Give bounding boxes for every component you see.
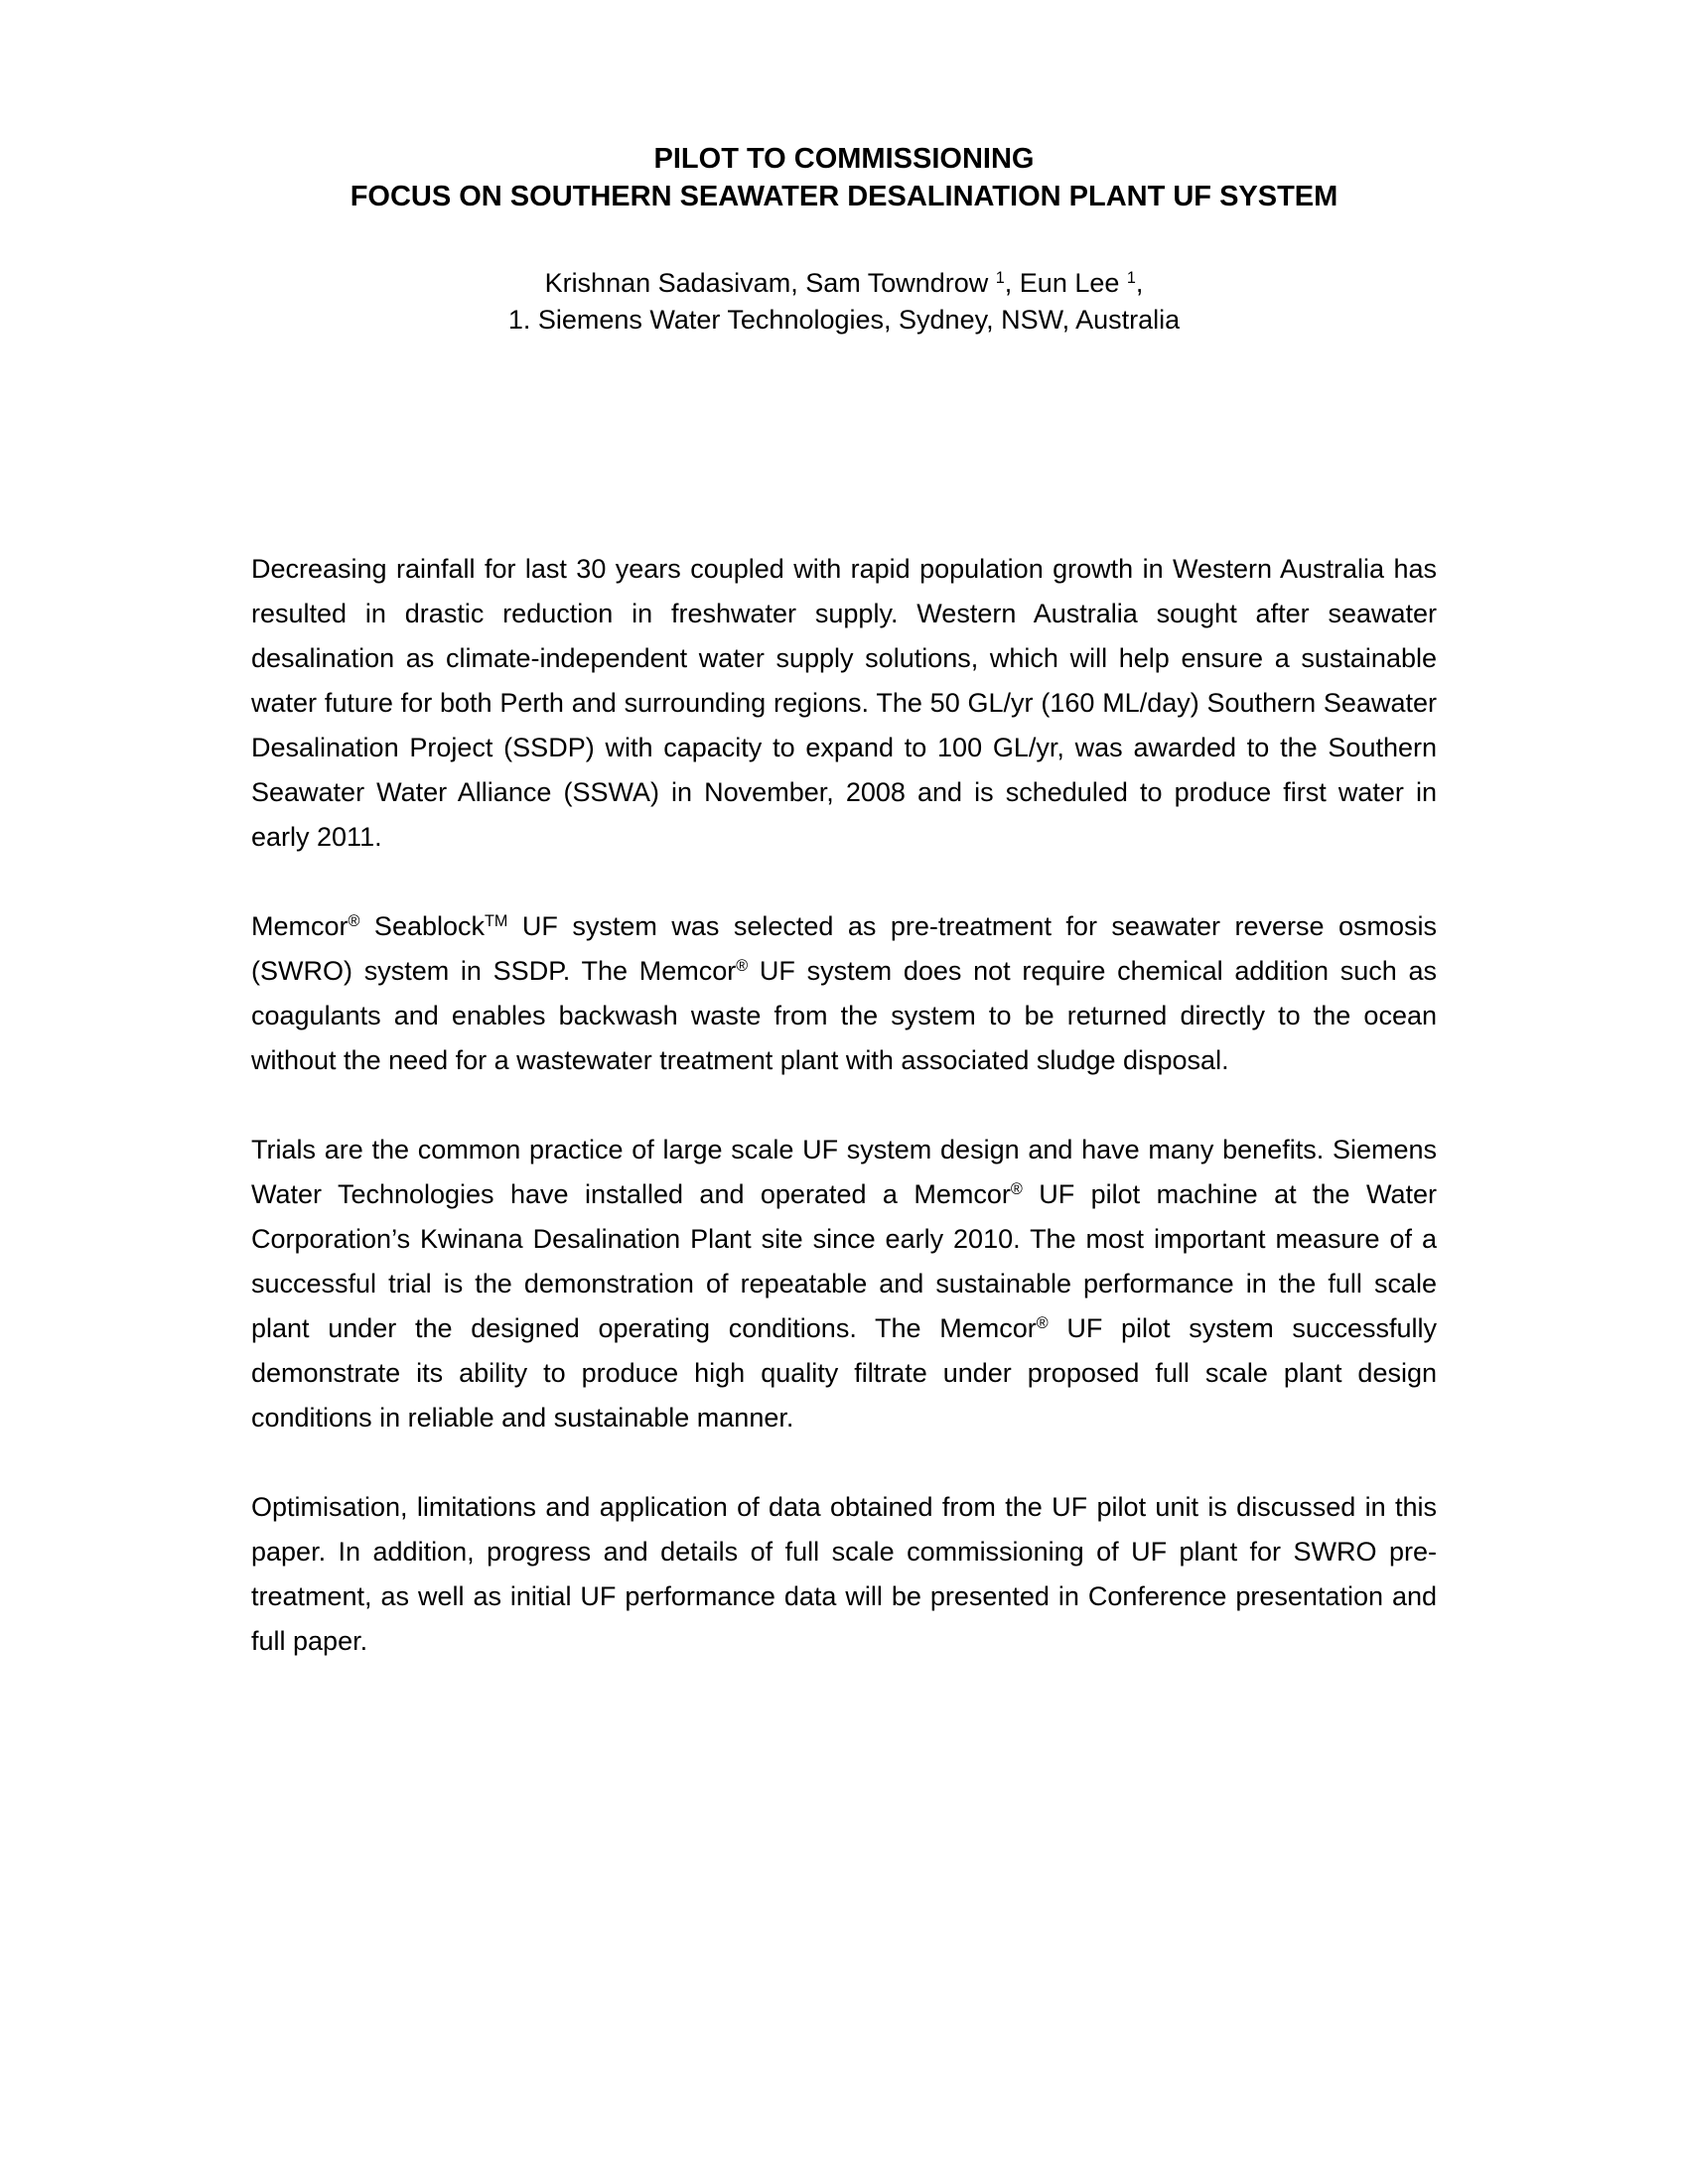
abstract-body: [251, 547, 1437, 1664]
text-segment: Decreasing rainfall for last 30 years coupled with rapid population growth in Western Australia has resulted in drastic reduction in freshwater supply. Western Australia sought after seawater desalination as climate-independent water supply solutions, which will help ensure a sustainable water future for both Perth and surrounding regions. The 50 GL/yr (160 ML/day) Southern Seawater Desalination Project (SSDP) with capacity to expand to 100 GL/yr, was awarded to the Southern Seawater Water Alliance (SSWA) in November, 2008 and is scheduled to produce first water in early 2011.: [251, 554, 1437, 852]
text-segment: , Eun Lee: [1004, 268, 1127, 298]
superscript-mark: ®: [1010, 1180, 1023, 1199]
superscript-mark: ®: [348, 912, 360, 931]
superscript-mark: 1: [1126, 269, 1136, 288]
text-segment: ,: [1135, 268, 1144, 298]
text-segment: Memcor: [251, 911, 349, 941]
author-byline: [251, 265, 1437, 302]
abstract-paragraph-1: [251, 547, 1437, 860]
text-segment: UF system does not require chemical addition such as coagulants and enables backwash waste from the system to be returned directly to the ocean without the need for a wastewater treatment plant with associated sludge disposal.: [251, 956, 1437, 1075]
superscript-mark: ®: [1036, 1314, 1049, 1333]
superscript-mark: ®: [736, 957, 749, 976]
text-segment: Krishnan Sadasivam, Sam Towndrow: [544, 268, 996, 298]
superscript-mark: TM: [485, 912, 508, 931]
abstract-paragraph-4: [251, 1485, 1437, 1664]
text-segment: UF system was selected as pre-treatment for seawater reverse osmosis (SWRO) system in SSDP. The Memcor: [251, 911, 1437, 986]
title-line-2: FOCUS ON SOUTHERN SEAWATER DESALINATION PLANT UF SYSTEM: [350, 181, 1338, 212]
text-segment: Seablock: [359, 911, 486, 941]
abstract-paragraph-2: [251, 904, 1437, 1083]
text-segment: Optimisation, limitations and application of data obtained from the UF pilot unit is discussed in this paper. In addition, progress and details of full scale commissioning of UF plant for SWRO pre-treatment, as well as initial UF performance data will be presented in Conference presentation and full paper.: [251, 1492, 1437, 1656]
superscript-mark: 1: [995, 269, 1005, 288]
text-segment: Trials are the common practice of large scale UF system design and have many benefits. Siemens Water Technologies have installed and operated a Memcor: [251, 1135, 1437, 1209]
affiliation-line: 1. Siemens Water Technologies, Sydney, NSW, Australia: [507, 305, 1181, 335]
document-title: [251, 140, 1437, 215]
text-segment: UF pilot machine at the Water Corporation’s Kwinana Desalination Plant site since early 2010. The most important measure of a successful trial is the demonstration of repeatable and sustainable performance in the full scale plant under the designed operating conditions. The Memcor: [251, 1179, 1437, 1343]
abstract-paragraph-3: [251, 1128, 1437, 1440]
text-segment: UF pilot system successfully demonstrate its ability to produce high quality filtrate under proposed full scale plant design conditions in reliable and sustainable manner.: [251, 1313, 1437, 1433]
title-line-1: PILOT TO COMMISSIONING: [653, 143, 1035, 175]
